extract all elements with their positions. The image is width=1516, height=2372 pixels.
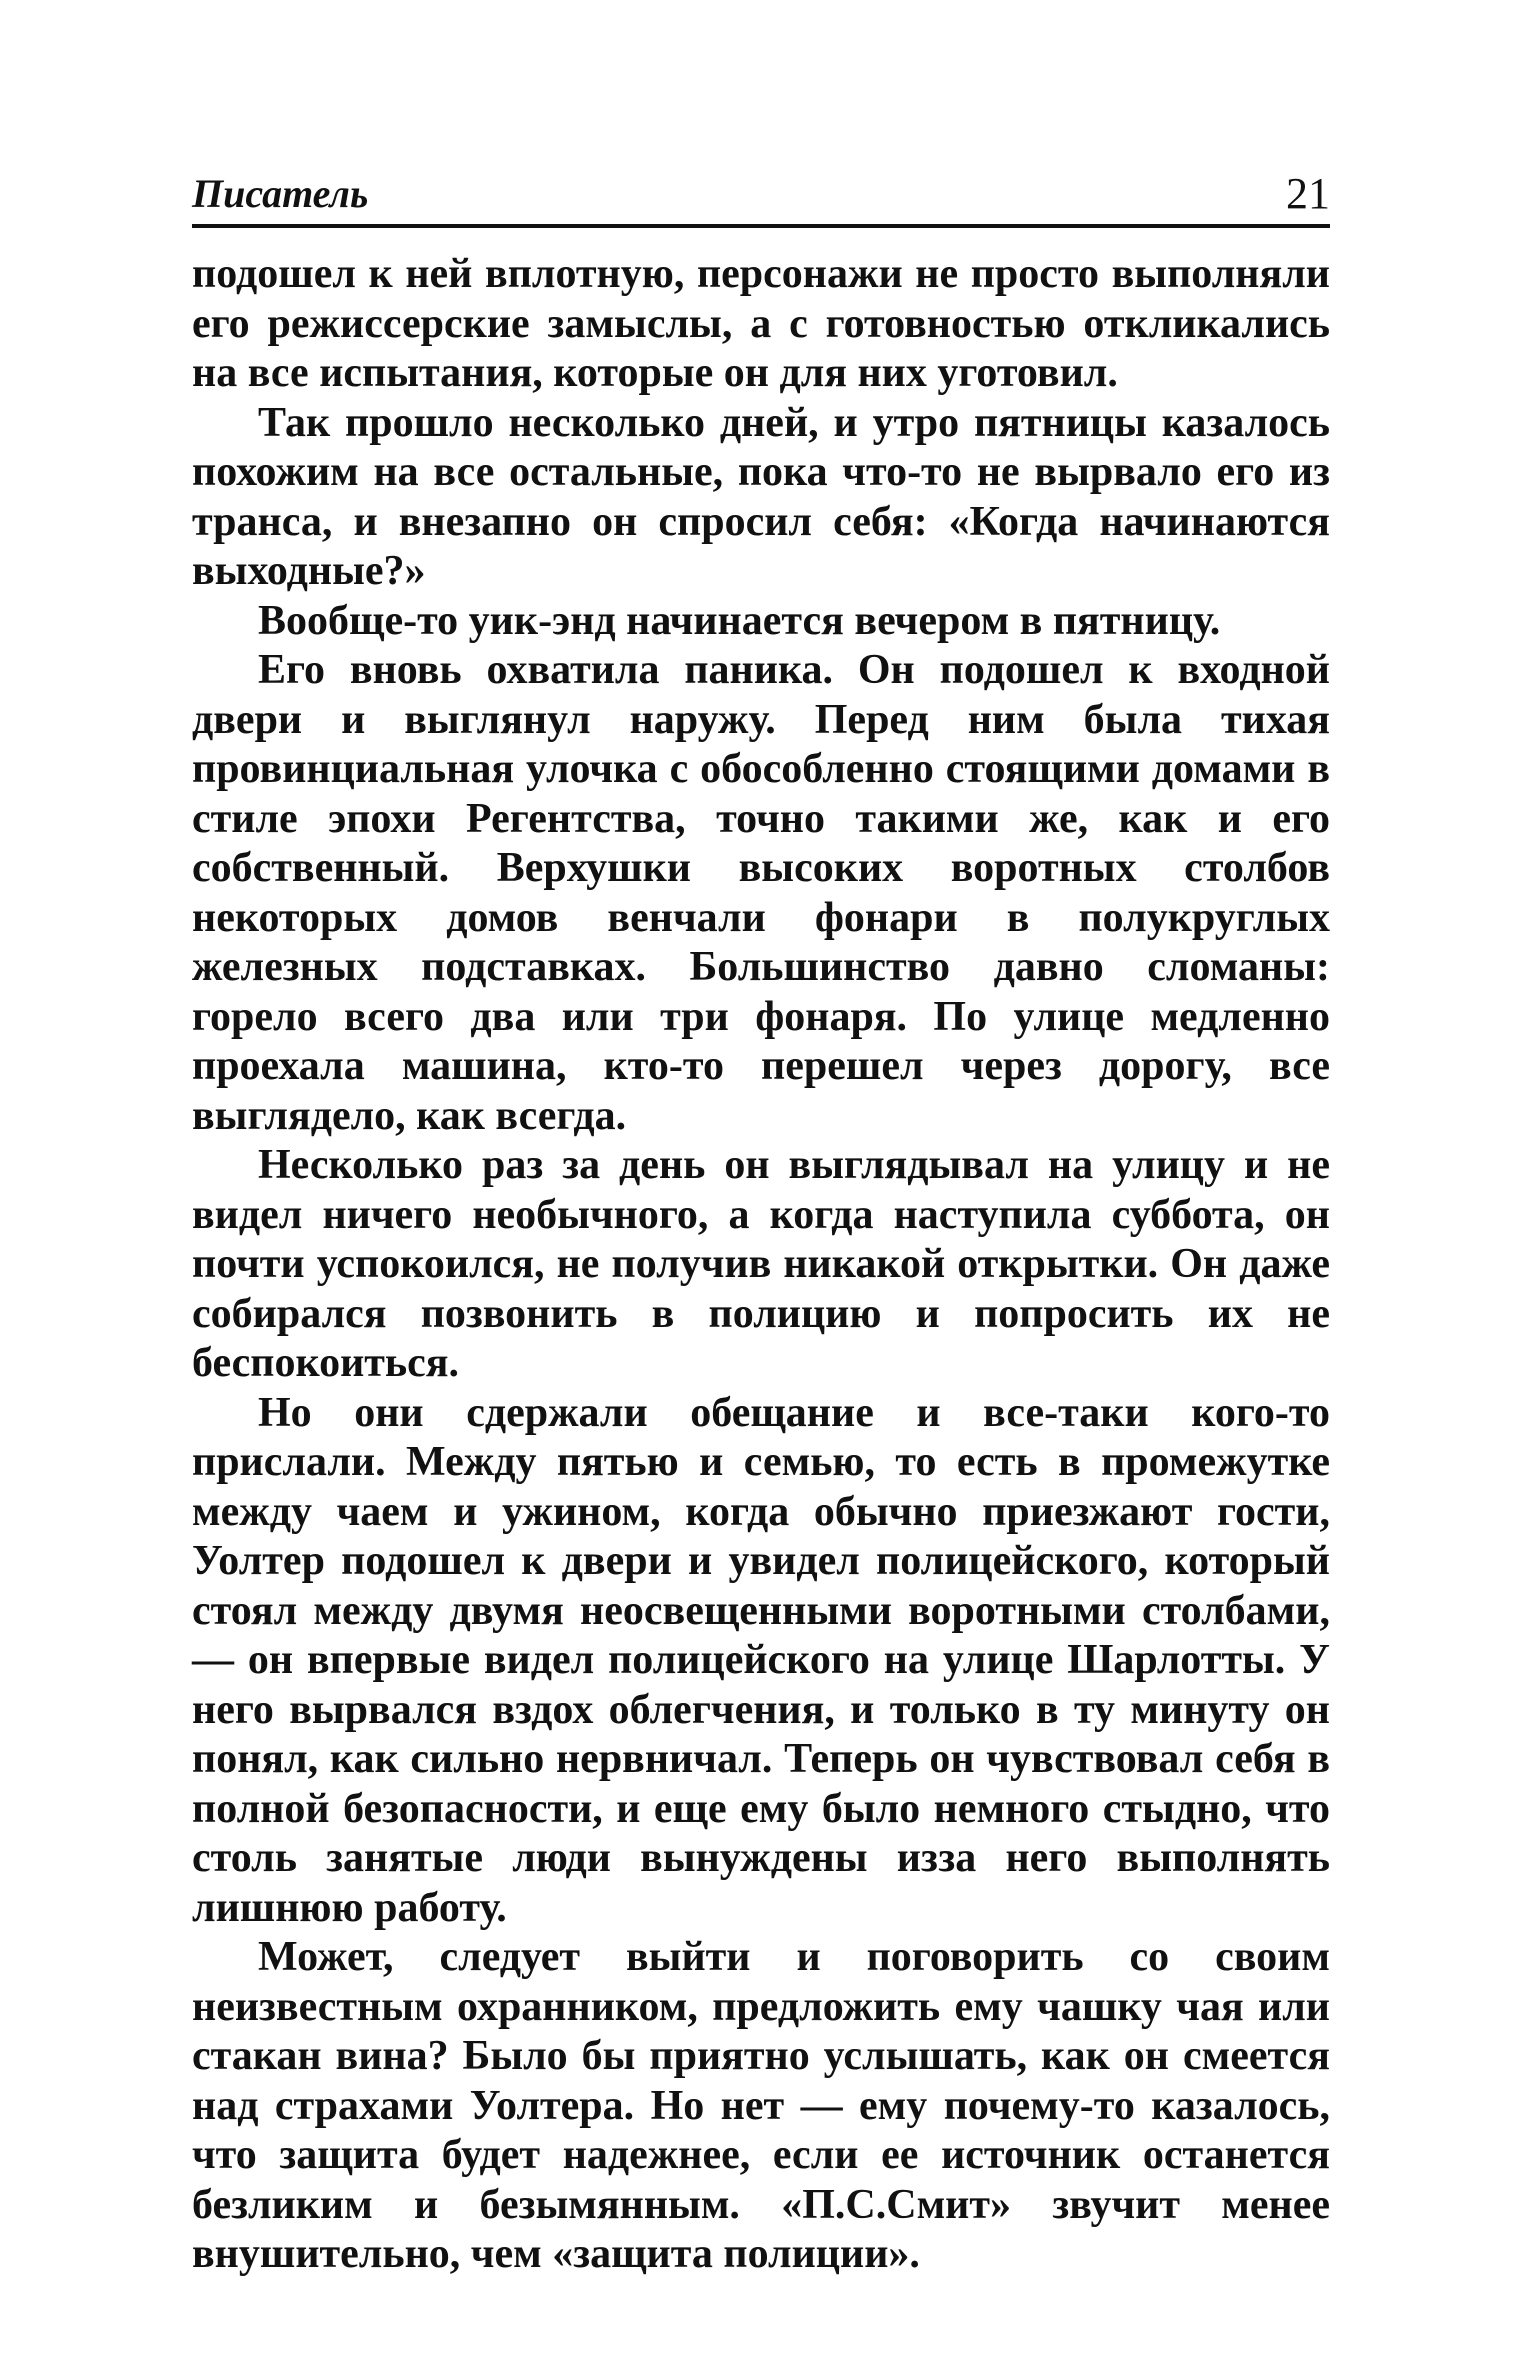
body-text xyxy=(192,250,1330,2280)
running-title: Писатель xyxy=(192,171,369,216)
paragraph-1: подошел к ней вплотную, персонажи не просто выполняли его режиссерские замыслы, а с готовностью откликались на все испытания, которые он для них уготовил. xyxy=(192,251,1330,396)
header-rule xyxy=(192,224,1330,228)
page-number: 21 xyxy=(1286,169,1330,218)
paragraph-2: Так прошло несколько дней, и утро пятницы казалось похожим на все остальные, пока что-то не вырвало его из транса, и внезапно он спросил себя: «Когда начинаются выходные?» xyxy=(192,399,1330,594)
paragraph-6: Но они сдержали обещание и все-таки кого-то прислали. Между пятью и семью, то есть в промежутке между чаем и ужином, когда обычно приезжают гости, Уолтер подошел к двери и увидел полицейского, который стоял между двумя неосвещенными воротными столбами, — он впервые видел полицейского на улице Шарлотты. У него вырвался вздох облегчения, и только в ту минуту он понял, как сильно нервничал. Теперь он чувствовал себя в полной безопасности, и еще ему было немного стыдно, что столь занятые люди вынуждены изза него выполнять лишнюю работу. xyxy=(192,1389,1330,1931)
paragraph-5: Несколько раз за день он выглядывал на улицу и не видел ничего необычного, а когда наступила суббота, он почти успокоился, не получив никакой открытки. Он даже собирался позвонить в полицию и попросить их не беспокоиться. xyxy=(192,1142,1330,1386)
paragraph-7: Может, следует выйти и поговорить со своим неизвестным охранником, предложить ему чашку чая или стакан вина? Было бы приятно услышать, как он смеется над страхами Уолтера. Но нет — ему почему-то казалось, что защита будет надежнее, если ее источник останется безликим и безымянным. «П.С.Смит» звучит менее внушительно, чем «защита полиции». xyxy=(192,1934,1330,2277)
paragraph-4: Его вновь охватила паника. Он подошел к входной двери и выглянул наружу. Перед ним была тихая провинциальная улочка с обособленно стоящими домами в стиле эпохи Регентства, точно такими же, как и его собственный. Верхушки высоких воротных столбов некоторых домов венчали фонари в полукруглых железных подставках. Большинство давно сломаны: горело всего два или три фонаря. По улице медленно проехала машина, кто-то перешел через дорогу, все выглядело, как всегда. xyxy=(192,647,1330,1139)
running-head xyxy=(192,168,1330,224)
paragraph-3: Вообще-то уик-энд начинается вечером в пятницу. xyxy=(258,597,1221,644)
